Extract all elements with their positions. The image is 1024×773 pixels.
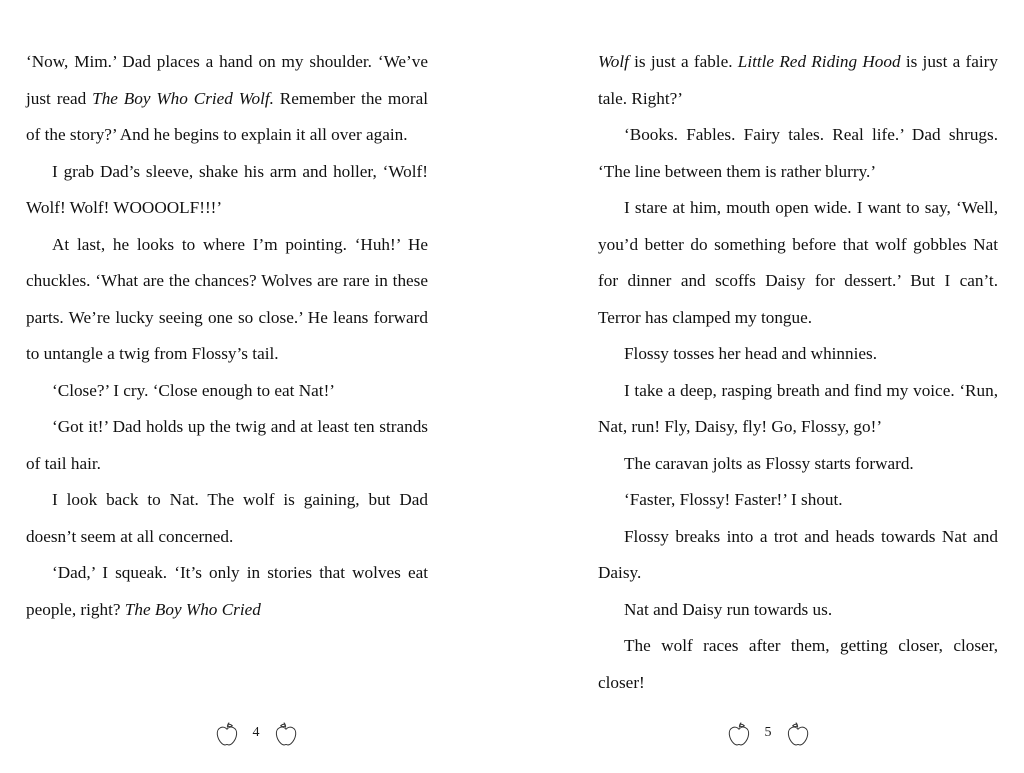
- text-run: The caravan jolts as Flossy starts forward.: [624, 453, 914, 473]
- text-run: ‘Now, Mim.’ Dad places a hand on my shoulder. ‘We’ve just read: [26, 52, 428, 108]
- text-run: ‘Dad,’ I squeak. ‘It’s only in stories that wolves eat people, right?: [26, 563, 428, 619]
- paragraph: [598, 190, 998, 336]
- paragraph: [598, 592, 998, 629]
- text-run: Nat and Daisy run towards us.: [624, 599, 833, 619]
- text-run: ‘Books. Fables. Fairy tales. Real life.’ Dad shrugs. ‘The line between them is rather blurry.’: [598, 125, 998, 181]
- apple-icon: [786, 720, 810, 748]
- page-right-text-column: [598, 44, 998, 701]
- paragraph: [598, 373, 998, 446]
- paragraph: [598, 446, 998, 483]
- paragraph: [26, 227, 428, 373]
- text-run: is just a fable.: [628, 52, 738, 71]
- paragraph: [26, 154, 428, 227]
- text-run: ‘Got it!’ Dad holds up the twig and at least ten strands of tail hair.: [26, 417, 428, 473]
- page-left-footer: [0, 717, 512, 751]
- paragraph: [598, 519, 998, 592]
- text-run: is just a fairy tale. Right?’: [598, 52, 998, 108]
- text-run: ‘Close?’ I cry. ‘Close enough to eat Nat!’: [52, 380, 336, 400]
- page-number-right: 5: [764, 725, 772, 740]
- text-run: I grab Dad’s sleeve, shake his arm and holler, ‘Wolf! Wolf! Wolf! WOOOOLF!!!’: [26, 161, 428, 217]
- paragraph: [26, 555, 428, 628]
- page-right-footer: [512, 717, 1024, 751]
- apple-icon: [215, 720, 239, 748]
- paragraph: [598, 482, 998, 519]
- paragraph: [26, 373, 428, 410]
- page-number-left: 4: [252, 725, 260, 740]
- paragraph: [26, 482, 428, 555]
- italic-title: The Boy Who Cried Wolf.: [92, 88, 274, 108]
- text-run: The wolf races after them, getting closer, closer, closer!: [598, 636, 998, 692]
- apple-icon: [274, 720, 298, 748]
- text-run: I stare at him, mouth open wide. I want to say, ‘Well, you’d better do something before that wolf gobbles Nat for dinner and scoffs Daisy for dessert.’ But I can’t. Terror has clamped my tongue.: [598, 198, 998, 327]
- italic-title: Wolf: [598, 52, 629, 71]
- text-run: At last, he looks to where I’m pointing. ‘Huh!’ He chuckles. ‘What are the chances? Wolves are rare in these parts. We’re lucky seeing one so close.’ He leans forward to untangle a twig from Flossy’s tail.: [26, 234, 428, 363]
- paragraph: [26, 409, 428, 482]
- text-run: ‘Faster, Flossy! Faster!’ I shout.: [624, 490, 843, 509]
- page-left-text-column: [26, 44, 428, 628]
- page-right: [512, 0, 1024, 773]
- paragraph: [598, 44, 998, 117]
- text-run: I take a deep, rasping breath and find my voice. ‘Run, Nat, run! Fly, Daisy, fly! Go, Flossy, go!’: [598, 380, 998, 436]
- paragraph: [598, 117, 998, 190]
- text-run: I look back to Nat. The wolf is gaining, but Dad doesn’t seem at all concerned.: [26, 490, 428, 546]
- italic-title: The Boy Who Cried: [124, 599, 261, 619]
- paragraph: [26, 44, 428, 154]
- text-run: Flossy breaks into a trot and heads towards Nat and Daisy.: [598, 526, 998, 582]
- apple-icon: [727, 720, 751, 748]
- italic-title: Little Red Riding Hood: [737, 52, 901, 71]
- paragraph: [598, 628, 998, 701]
- text-run: Remember the moral of the story?’ And he begins to explain it all over again.: [26, 88, 428, 144]
- paragraph: [598, 336, 998, 373]
- text-run: Flossy tosses her head and whinnies.: [624, 344, 878, 363]
